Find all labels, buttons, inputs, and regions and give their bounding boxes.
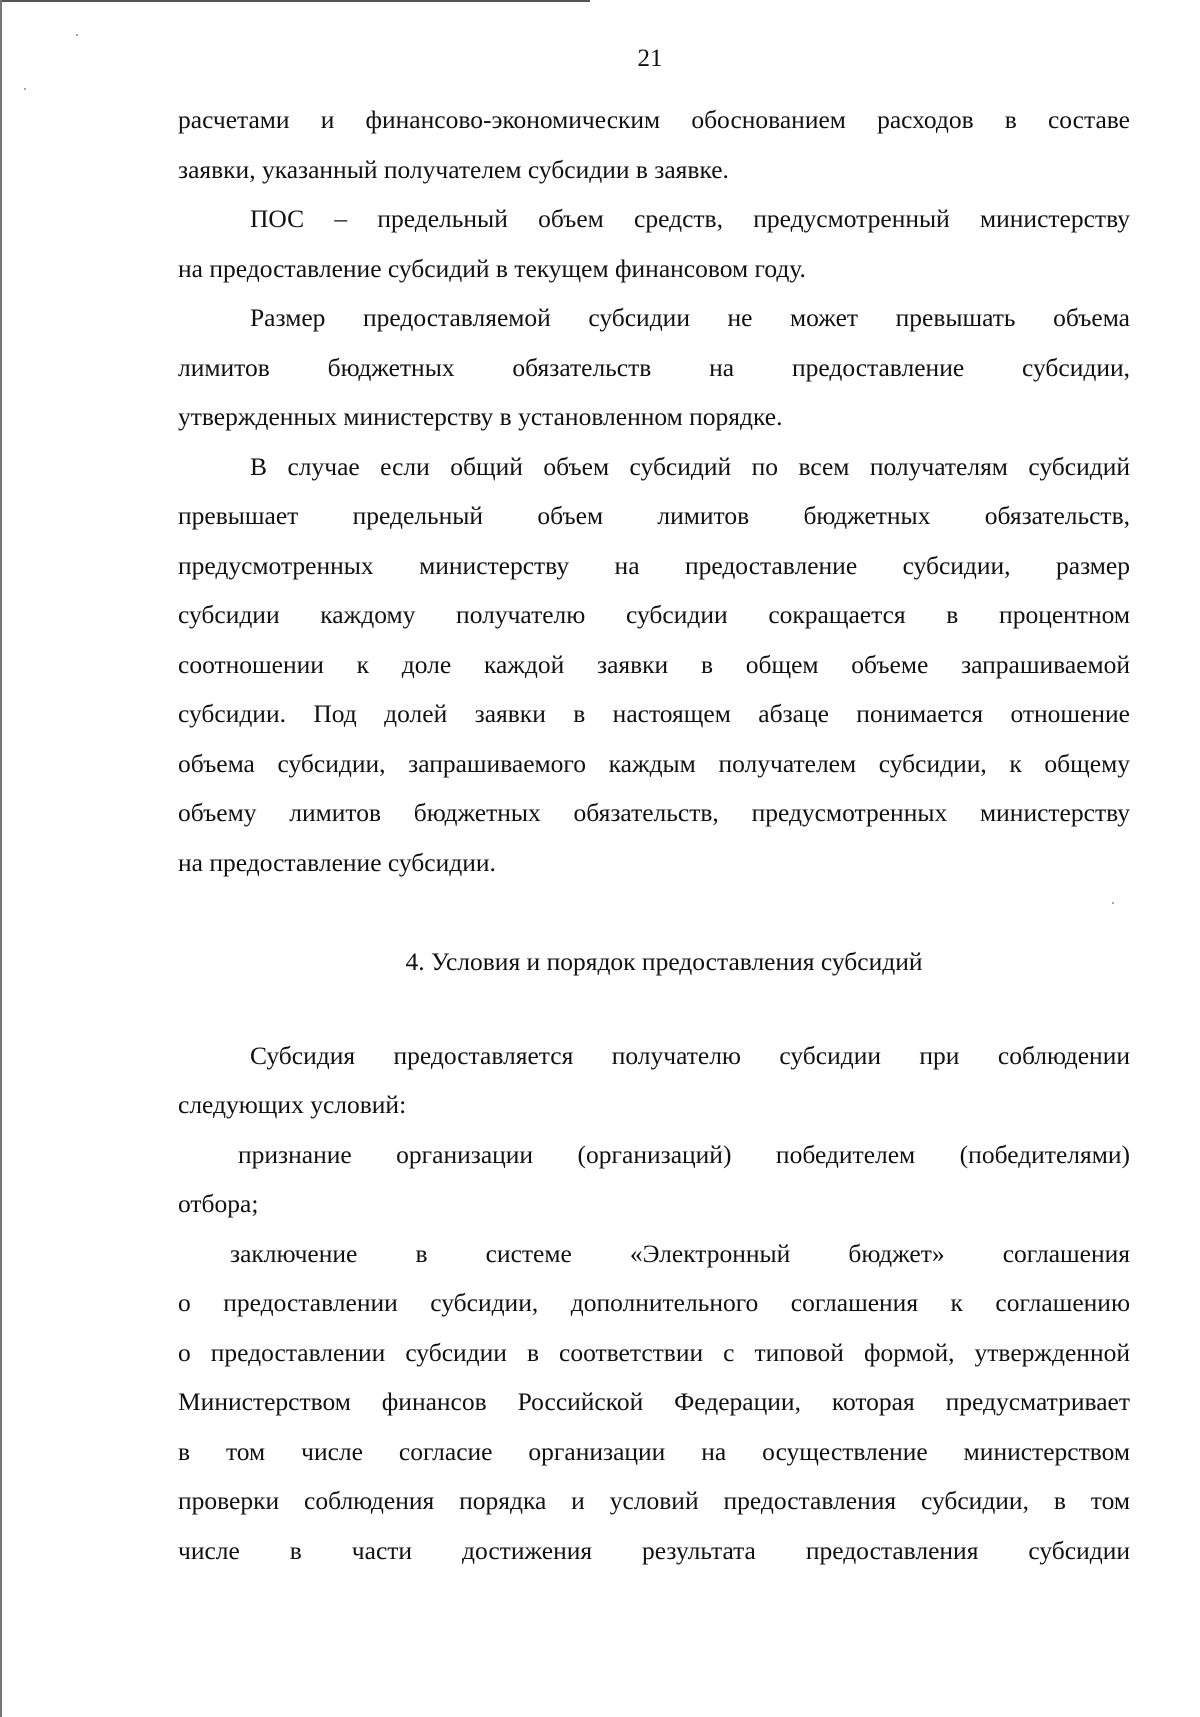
paragraph-proportional-reduction	[178, 442, 1130, 888]
document-body	[178, 95, 1130, 1575]
paragraph-continuation	[178, 95, 1130, 194]
text-line: Размер предоставляемой субсидии не может превышать объема	[250, 303, 1130, 332]
text-line: субсидии. Под долей заявки в настоящем абзаце понимается отношение	[178, 699, 1130, 728]
text-line: отбора;	[178, 1189, 259, 1218]
text-line: субсидии каждому получателю субсидии сокращается в процентном	[178, 600, 1130, 629]
paragraph-conditions-intro	[178, 1031, 1130, 1130]
text-line: Субсидия предоставляется получателю субсидии при соблюдении	[250, 1040, 1130, 1070]
text-line: проверки соблюдения порядка и условий предоставления субсидии, в том	[178, 1486, 1130, 1515]
scan-speck	[76, 34, 78, 36]
text-line: на предоставление субсидий в текущем финансовом году.	[178, 253, 806, 283]
text-line: расчетами и финансово-экономическим обоснованием расходов в составе	[178, 105, 1130, 134]
section-heading: 4. Условия и порядок предоставления субсидий	[405, 947, 923, 976]
text-line: о предоставлении субсидии, дополнительного соглашения к соглашению	[178, 1288, 1130, 1317]
scan-speck	[24, 88, 26, 90]
text-line: ПОС – предельный объем средств, предусмотренный министерству	[250, 204, 1130, 233]
paragraph-condition-agreement	[178, 1229, 1130, 1576]
text-line: следующих условий:	[178, 1090, 407, 1119]
spacer	[178, 887, 1130, 937]
text-line: утвержденных министерству в установленном порядке.	[178, 402, 783, 431]
text-line: объема субсидии, запрашиваемого каждым получателем субсидии, к общему	[178, 748, 1130, 778]
text-line: объему лимитов бюджетных обязательств, предусмотренных министерству	[178, 798, 1130, 827]
text-line: в том числе согласие организации на осуществление министерством	[178, 1436, 1130, 1466]
text-line: превышает предельный объем лимитов бюджетных обязательств,	[178, 501, 1130, 530]
scan-edge-left	[0, 0, 2, 1717]
spacer	[178, 987, 1130, 1031]
text-line: о предоставлении субсидии в соответствии с типовой формой, утвержденной	[178, 1337, 1130, 1367]
text-line: на предоставление субсидии.	[178, 847, 496, 877]
text-line: заявки, указанный получателем субсидии в заявке.	[178, 154, 729, 184]
text-line: соотношении к доле каждой заявки в общем объеме запрашиваемой	[178, 649, 1130, 679]
text-line: В случае если общий объем субсидий по всем получателям субсидий	[250, 451, 1130, 481]
text-line: предусмотренных министерству на предоставление субсидии, размер	[178, 550, 1130, 580]
paragraph-subsidy-size-limit	[178, 293, 1130, 442]
text-line: лимитов бюджетных обязательств на предоставление субсидии,	[178, 352, 1130, 382]
scan-edge-top	[0, 0, 590, 2]
paragraph-condition-winner	[178, 1130, 1130, 1229]
paragraph-pos-definition	[178, 194, 1130, 293]
text-line: признание организации (организаций) победителем (победителями)	[238, 1139, 1130, 1169]
page-number: 21	[637, 45, 663, 72]
text-line: числе в части достижения результата предоставления субсидии	[178, 1535, 1130, 1565]
text-line: Министерством финансов Российской Федерации, которая предусматривает	[178, 1387, 1130, 1416]
text-line: заключение в системе «Электронный бюджет» соглашения	[230, 1238, 1130, 1268]
